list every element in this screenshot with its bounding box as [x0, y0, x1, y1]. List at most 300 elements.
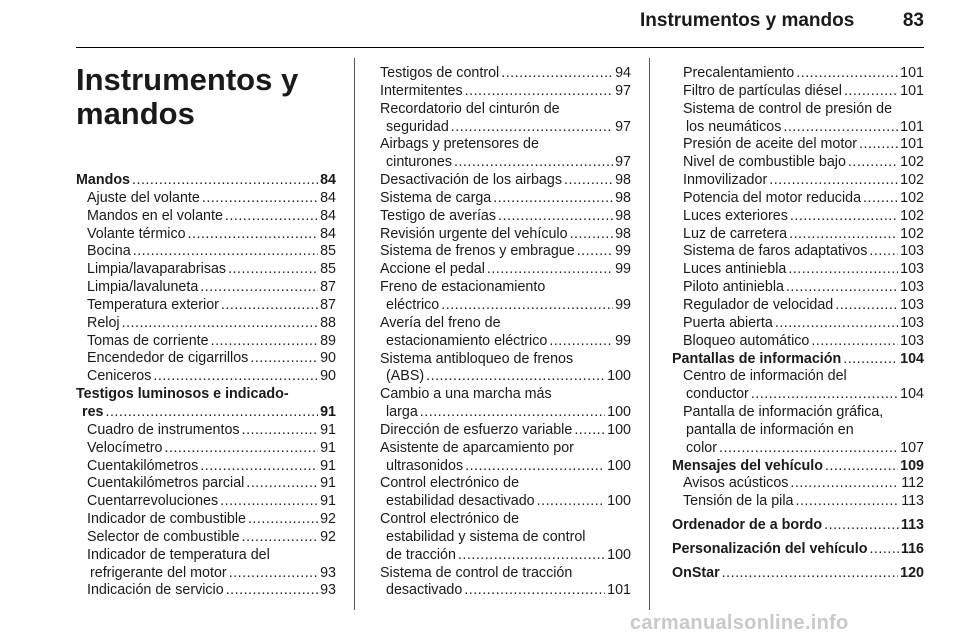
toc-entry-text: Sistema de control de presión de: [683, 100, 893, 117]
toc-entry[interactable]: [380, 172, 631, 190]
toc-entry-line: [380, 190, 631, 208]
toc-page-number: 88: [320, 314, 336, 331]
toc-page-number: 113: [900, 517, 924, 534]
chapter-title-line-2: mandos: [76, 96, 195, 131]
toc-page-number: 104: [900, 350, 924, 367]
toc-entry-text: Sistema antibloqueo de frenos: [380, 350, 574, 367]
toc-page-number: 100: [607, 421, 631, 438]
dot-leader: [226, 582, 318, 600]
toc-entry[interactable]: [76, 190, 336, 208]
toc-entry-title: Luces antiniebla: [683, 261, 787, 278]
toc-page-number: 101: [900, 82, 924, 99]
toc-page-number: 109: [900, 457, 924, 474]
toc-entry[interactable]: [76, 422, 336, 440]
toc-entry[interactable]: [380, 101, 631, 137]
dot-leader: [465, 83, 613, 101]
toc-entry-text: Control electrónico de: [380, 511, 520, 528]
dot-leader: [133, 243, 318, 261]
dot-leader: [869, 243, 898, 261]
toc-entry-line: [672, 493, 924, 511]
toc-entry-line: [380, 404, 631, 422]
toc-entry-title: Limpia/lavaparabrisas: [87, 261, 227, 278]
toc-entry-title: los neumáticos: [686, 118, 782, 135]
toc-entry[interactable]: [76, 333, 336, 351]
toc-page-number: 87: [320, 296, 336, 313]
dot-leader: [200, 279, 318, 297]
toc-entry[interactable]: [76, 511, 336, 529]
toc-entry-text: Sistema de control de tracción: [380, 564, 573, 581]
toc-page-number: 100: [607, 457, 631, 474]
toc-entry[interactable]: [672, 279, 924, 297]
dot-leader: [574, 422, 605, 440]
toc-entry-line: [76, 297, 336, 315]
toc-entry[interactable]: [76, 350, 336, 368]
toc-entry[interactable]: [76, 386, 336, 422]
running-head: [640, 10, 924, 40]
toc-entry-title: desactivado: [386, 582, 463, 599]
toc-entry[interactable]: [672, 101, 924, 137]
toc-entry[interactable]: [380, 208, 631, 226]
toc-entry[interactable]: [76, 475, 336, 493]
dot-leader: [202, 190, 318, 208]
toc-entry-title: estabilidad desactivado: [386, 493, 535, 510]
toc-entry-text: Recordatorio del cinturón de: [380, 100, 560, 117]
toc-entry-line: [380, 208, 631, 226]
dot-leader: [242, 422, 319, 440]
toc-entry-title: Encendedor de cigarrillos: [87, 350, 249, 367]
toc-entry[interactable]: [380, 422, 631, 440]
toc-entry-title: Presión de aceite del motor: [683, 136, 858, 153]
toc-entry[interactable]: [672, 333, 924, 351]
toc-page-number: 113: [901, 493, 924, 510]
toc-page-number: 91: [320, 457, 336, 474]
toc-page-number: 102: [900, 154, 924, 171]
toc-entry-title: Cuadro de instrumentos: [87, 421, 240, 438]
toc-entry[interactable]: [380, 226, 631, 244]
toc-entry[interactable]: [672, 261, 924, 279]
toc-entry[interactable]: [672, 351, 924, 369]
toc-page-number: 97: [615, 154, 631, 171]
toc-entry-line: [672, 226, 924, 244]
toc-entry-title: Ajuste del volante: [87, 189, 200, 206]
toc-entry[interactable]: [76, 243, 336, 261]
dot-leader: [246, 475, 318, 493]
chapter-title-line-1: Instrumentos y: [76, 62, 299, 97]
toc-entry[interactable]: [76, 547, 336, 583]
toc-entry[interactable]: [380, 511, 631, 565]
toc-entry[interactable]: [380, 136, 631, 172]
toc-entry[interactable]: [380, 279, 631, 315]
dot-leader: [498, 208, 613, 226]
dot-leader: [458, 547, 605, 565]
toc-entry-title: Cuentarrevoluciones: [87, 493, 219, 510]
toc-entry-title: res: [82, 403, 104, 420]
toc-entry-title: Pantallas de información: [672, 350, 842, 367]
toc-page-number: 103: [900, 314, 924, 331]
column-divider-2: [649, 58, 650, 610]
dot-leader: [863, 190, 898, 208]
dot-leader: [570, 226, 614, 244]
toc-entry-title: Sistema de faros adaptativos: [683, 243, 868, 260]
toc-entry[interactable]: [672, 458, 924, 476]
toc-page-number: 102: [900, 207, 924, 224]
toc-entry-line: [672, 65, 924, 83]
toc-entry-title: eléctrico: [386, 296, 440, 313]
toc-page-number: 98: [615, 207, 631, 224]
toc-entry[interactable]: [672, 243, 924, 261]
toc-entry-line: [76, 208, 336, 226]
toc-entry-title: Personalización del vehículo: [672, 540, 868, 557]
dot-leader: [790, 208, 898, 226]
toc-entry-text: Freno de estacionamiento: [380, 279, 546, 296]
toc-entry-title: Mandos: [76, 172, 131, 188]
toc-entry-title: Sistema de frenos y embrague: [380, 243, 575, 260]
toc-entry-line: [672, 565, 924, 583]
toc-entry-title: Limpia/lavaluneta: [87, 279, 199, 296]
dot-leader: [465, 458, 605, 476]
page-number: 83: [902, 10, 924, 31]
toc-page-number: 87: [320, 279, 336, 296]
toc-entry-text: Avería del freno de: [380, 314, 501, 331]
dot-leader: [843, 351, 898, 369]
toc-entry-title: Reloj: [87, 314, 120, 331]
toc-entry-line: [380, 297, 631, 315]
dot-leader: [250, 350, 318, 368]
toc-entry-line: [380, 83, 631, 101]
toc-entry-line: [672, 119, 924, 137]
toc-entry[interactable]: [380, 386, 631, 422]
toc-column-2: [380, 65, 631, 600]
toc-entry[interactable]: [76, 529, 336, 547]
toc-entry[interactable]: [380, 440, 631, 476]
toc-page-number: 93: [320, 564, 336, 581]
toc-entry[interactable]: [76, 279, 336, 297]
dot-leader: [769, 172, 898, 190]
toc-entry[interactable]: [76, 368, 336, 386]
toc-entry[interactable]: [380, 190, 631, 208]
dot-leader: [775, 315, 898, 333]
dot-leader: [795, 493, 899, 511]
toc-entry[interactable]: [672, 475, 924, 493]
toc-page-number: 90: [320, 350, 336, 367]
toc-page-number: 91: [320, 475, 336, 492]
toc-entry[interactable]: [76, 297, 336, 315]
toc-entry[interactable]: [672, 404, 924, 458]
dot-leader: [200, 458, 318, 476]
toc-entry-line: [76, 511, 336, 529]
toc-entry-line: [76, 315, 336, 333]
toc-entry-line: [672, 351, 924, 369]
toc-entry[interactable]: [380, 65, 631, 83]
dot-leader: [788, 261, 898, 279]
toc-entry-text: Cambio a una marcha más: [380, 386, 552, 403]
toc-entry-line: [76, 190, 336, 208]
toc-page-number: 102: [900, 189, 924, 206]
dot-leader: [122, 315, 319, 333]
toc-entry-line: [380, 172, 631, 190]
dot-leader: [549, 333, 613, 351]
toc-page-number: 103: [900, 243, 924, 260]
toc-page-number: 91: [320, 493, 336, 510]
toc-entry-line: [672, 386, 924, 404]
dot-leader: [248, 511, 318, 529]
dot-leader: [105, 404, 318, 422]
toc-page-number: 98: [615, 189, 631, 206]
toc-entry-line: [76, 350, 336, 368]
toc-entry[interactable]: [76, 582, 336, 600]
toc-entry-text: Airbags y pretensores de: [380, 136, 539, 153]
toc-entry[interactable]: [76, 208, 336, 226]
toc-entry-line: [76, 440, 336, 458]
toc-entry-title: Luz de carretera: [683, 225, 788, 242]
toc-entry-line: [672, 261, 924, 279]
toc-column-3: [672, 65, 924, 583]
dot-leader: [225, 208, 318, 226]
toc-entry-line: [380, 119, 631, 137]
toc-entry[interactable]: [672, 190, 924, 208]
toc-entry-line: [672, 208, 924, 226]
toc-entry[interactable]: [672, 493, 924, 511]
toc-entry[interactable]: [672, 315, 924, 333]
dot-leader: [537, 493, 606, 511]
toc-entry-line: [380, 226, 631, 244]
toc-entry-line: [76, 333, 336, 351]
toc-entry-title: Testigos de control: [380, 65, 500, 81]
toc-page-number: 103: [900, 296, 924, 313]
dot-leader: [790, 475, 899, 493]
toc-entry-line: [76, 279, 336, 297]
toc-entry-line: [672, 172, 924, 190]
toc-entry-title: larga: [386, 404, 418, 421]
toc-page-number: 84: [320, 172, 336, 188]
column-divider-1: [354, 58, 355, 610]
dot-leader: [825, 458, 898, 476]
toc-entry[interactable]: [76, 440, 336, 458]
toc-page-number: 84: [320, 207, 336, 224]
toc-entry-title: Bocina: [87, 243, 131, 260]
toc-entry-line: [380, 261, 631, 279]
toc-entry[interactable]: [380, 261, 631, 279]
toc-page-number: 98: [615, 225, 631, 242]
dot-leader: [242, 529, 319, 547]
toc-entry[interactable]: [672, 136, 924, 154]
toc-entry-title: Potencia del motor reducida: [683, 189, 862, 206]
toc-page-number: 107: [900, 439, 924, 456]
toc-entry-title: Cuentakilómetros parcial: [87, 475, 245, 492]
dot-leader: [786, 279, 898, 297]
toc-entry-title: Ceniceros: [87, 368, 152, 385]
toc-entry-title: Luces exteriores: [683, 207, 788, 224]
toc-entry-line: [672, 315, 924, 333]
toc-entry-title: Tensión de la pila: [683, 493, 794, 510]
toc-page-number: 100: [607, 368, 631, 385]
dot-leader: [493, 190, 613, 208]
toc-entry[interactable]: [672, 565, 924, 583]
toc-entry[interactable]: [672, 368, 924, 404]
toc-entry-line: [76, 458, 336, 476]
dot-leader: [811, 333, 898, 351]
toc-entry-title: Dirección de esfuerzo variable: [380, 421, 573, 438]
dot-leader: [824, 517, 899, 535]
toc-page-number: 101: [900, 136, 924, 153]
toc-page-number: 85: [320, 243, 336, 260]
toc-entry-title: Filtro de partículas diésel: [683, 82, 842, 99]
toc-entry[interactable]: [672, 65, 924, 83]
toc-entry-text: Pantalla de información gráfica,: [683, 404, 884, 421]
toc-entry-line: [76, 493, 336, 511]
toc-entry-title: Indicación de servicio: [87, 582, 224, 599]
toc-entry-line: [672, 297, 924, 315]
toc-page-number: 89: [320, 332, 336, 349]
toc-entry[interactable]: [76, 315, 336, 333]
toc-entry-text: Control electrónico de: [380, 475, 520, 492]
dot-leader: [228, 261, 318, 279]
toc-entry-line: [380, 243, 631, 261]
toc-page-number: 98: [615, 172, 631, 189]
dot-leader: [844, 83, 898, 101]
toc-entry-line: [672, 243, 924, 261]
dot-leader: [501, 65, 613, 83]
toc-entry[interactable]: [672, 172, 924, 190]
dot-leader: [464, 582, 605, 600]
toc-entry-line: [672, 333, 924, 351]
toc-entry-title: Nivel de combustible bajo: [683, 154, 846, 171]
toc-page-number: 112: [901, 475, 924, 492]
dot-leader: [722, 565, 898, 583]
toc-entry[interactable]: [76, 458, 336, 476]
toc-page-number: 103: [900, 261, 924, 278]
toc-entry[interactable]: [76, 261, 336, 279]
toc-entry-title: Testigo de averías: [380, 207, 497, 224]
toc-entry[interactable]: [380, 351, 631, 387]
toc-entry-title: Regulador de velocidad: [683, 296, 834, 313]
toc-entry-title: Cuentakilómetros: [87, 457, 199, 474]
toc-entry-text: estabilidad y sistema de control: [386, 528, 586, 545]
toc-entry-title: Bloqueo automático: [683, 332, 810, 349]
dot-leader: [789, 226, 898, 244]
dot-leader: [221, 297, 318, 315]
dot-leader: [869, 541, 898, 559]
toc-entry[interactable]: [380, 475, 631, 511]
dot-leader: [859, 136, 898, 154]
dot-leader: [835, 297, 898, 315]
toc-entry[interactable]: [672, 226, 924, 244]
toc-entry[interactable]: [672, 208, 924, 226]
toc-entry-line: [380, 422, 631, 440]
toc-entry-line: [672, 440, 924, 458]
toc-entry-line: [76, 529, 336, 547]
chapter-title: [76, 63, 346, 131]
toc-entry-title: estacionamiento eléctrico: [386, 332, 548, 349]
toc-entry-line: [76, 582, 336, 600]
toc-entry-line: [76, 172, 336, 190]
toc-entry-line: [380, 458, 631, 476]
toc-entry-line: [76, 226, 336, 244]
toc-page-number: 101: [900, 65, 924, 81]
toc-entry[interactable]: [76, 493, 336, 511]
toc-entry-line: [672, 279, 924, 297]
toc-page-number: 102: [900, 172, 924, 189]
toc-entry-title: Inmovilizador: [683, 172, 768, 189]
watermark: carmanualsonline.info: [630, 612, 849, 634]
toc-entry-title: Puerta abierta: [683, 314, 773, 331]
toc-page-number: 91: [320, 421, 336, 438]
dot-leader: [420, 404, 605, 422]
toc-page-number: 90: [320, 368, 336, 385]
toc-entry-title: de tracción: [386, 546, 456, 563]
toc-entry[interactable]: [672, 541, 924, 559]
toc-entry-title: Sistema de carga: [380, 189, 492, 206]
toc-page-number: 100: [607, 404, 631, 421]
toc-entry-title: Tomas de corriente: [87, 332, 209, 349]
dot-leader: [229, 565, 318, 583]
toc-entry-title: Indicador de combustible: [87, 511, 246, 528]
dot-leader: [564, 172, 613, 190]
header-rule: [76, 47, 924, 48]
toc-page-number: 91: [320, 403, 336, 420]
toc-entry-line: [380, 547, 631, 565]
toc-entry-title: ultrasonidos: [386, 457, 464, 474]
toc-entry[interactable]: [76, 172, 336, 190]
dot-leader: [426, 368, 605, 386]
toc-entry[interactable]: [380, 565, 631, 601]
toc-page-number: 97: [615, 82, 631, 99]
toc-page-number: 103: [900, 279, 924, 296]
toc-entry-title: refrigerante del motor: [90, 564, 227, 581]
toc-entry-title: Desactivación de los airbags: [380, 172, 562, 189]
toc-entry-title: Temperatura exterior: [87, 296, 219, 313]
toc-entry-line: [76, 368, 336, 386]
toc-entry[interactable]: [380, 83, 631, 101]
dot-leader: [132, 172, 318, 190]
toc-column-1: [76, 172, 336, 600]
toc-entry-title: Avisos acústicos: [683, 475, 789, 492]
toc-entry[interactable]: [380, 243, 631, 261]
toc-entry[interactable]: [76, 226, 336, 244]
toc-page-number: 92: [320, 511, 336, 528]
toc-entry-line: [672, 475, 924, 493]
toc-entry-text: Centro de información del: [683, 368, 847, 385]
toc-entry-line: [672, 190, 924, 208]
toc-page-number: 85: [320, 261, 336, 278]
toc-entry[interactable]: [672, 517, 924, 535]
toc-entry-line: [76, 261, 336, 279]
toc-entry-title: Accione el pedal: [380, 261, 485, 278]
toc-page-number: 102: [900, 225, 924, 242]
dot-leader: [165, 440, 319, 458]
dot-leader: [451, 119, 613, 137]
toc-entry-title: Volante térmico: [87, 225, 186, 242]
toc-page-number: 99: [615, 332, 631, 349]
toc-entry-line: [76, 404, 336, 422]
toc-entry[interactable]: [672, 154, 924, 172]
toc-entry[interactable]: [380, 315, 631, 351]
dot-leader: [454, 154, 613, 172]
dot-leader: [211, 333, 319, 351]
dot-leader: [783, 119, 898, 137]
toc-entry[interactable]: [672, 83, 924, 101]
toc-entry-line: [380, 368, 631, 386]
toc-entry[interactable]: [672, 297, 924, 315]
toc-page-number: 104: [900, 386, 924, 403]
toc-page-number: 103: [900, 332, 924, 349]
toc-entry-title: Piloto antiniebla: [683, 279, 784, 296]
toc-page-number: 100: [607, 493, 631, 510]
toc-entry-title: OnStar: [672, 564, 720, 581]
dot-leader: [487, 261, 613, 279]
toc-entry-title: Ordenador de a bordo: [672, 517, 823, 534]
dot-leader: [188, 226, 319, 244]
